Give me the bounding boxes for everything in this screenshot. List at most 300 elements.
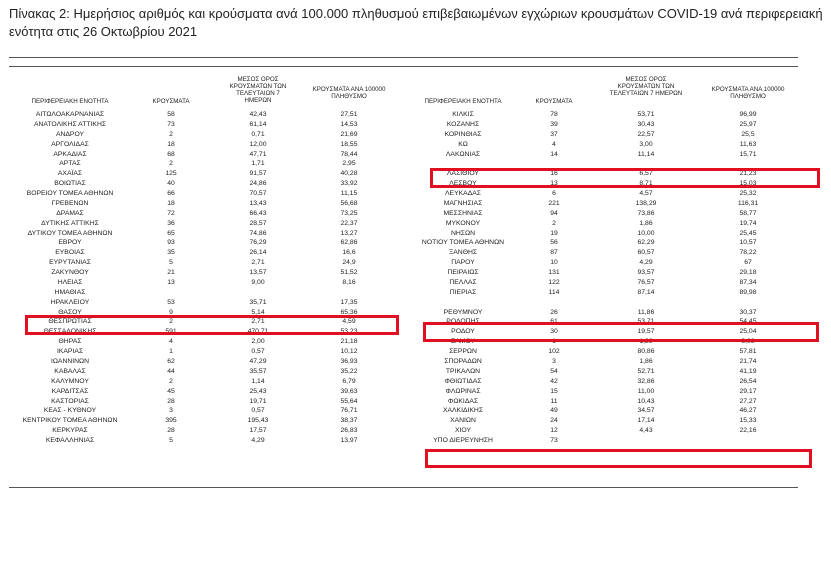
cell-unit: ΣΕΡΡΩΝ (449, 348, 477, 356)
cell-cases: 35 (167, 249, 175, 257)
cell-cases: 78 (550, 111, 558, 118)
cell-unit: ΦΘΙΩΤΙΔΑΣ (444, 377, 482, 385)
table-row (0, 416, 831, 426)
cell-unit: ΑΡΤΑΣ (59, 160, 81, 168)
cell-per100k: 51,52 (340, 269, 358, 277)
cell-avg: 19,71 (249, 397, 267, 405)
cell-unit: ΑΝΔΡΟΥ (55, 130, 85, 138)
cell-per100k: 15,33 (739, 417, 757, 425)
cell-per100k: 19,74 (739, 219, 757, 227)
cell-avg: 24,86 (249, 180, 267, 188)
header-rule (9, 66, 798, 67)
cell-avg: 80,86 (637, 348, 655, 356)
left-header-per100k: ΚΡΟΥΣΜΑΤΑ ΑΝΑ 100000 ΠΛΗΘΥΣΜΟ (312, 86, 386, 100)
cell-avg: 2,71 (251, 259, 265, 267)
cell-cases: 122 (548, 278, 560, 286)
table-row (0, 426, 831, 436)
table-row (0, 347, 831, 357)
cell-per100k: 10,12 (340, 348, 358, 356)
cell-unit: ΡΕΘΥΜΝΟΥ (443, 308, 483, 316)
cell-unit: ΣΑΜΟΥ (451, 338, 475, 346)
cell-unit: ΧΑΛΚΙΔΙΚΗΣ (442, 407, 484, 415)
cell-cases: 40 (167, 180, 175, 188)
cell-per100k: 26,54 (739, 377, 757, 385)
cell-cases: 68 (167, 150, 175, 158)
cell-avg: 11,14 (637, 150, 655, 158)
cell-avg: 42,43 (249, 111, 267, 118)
cell-unit: ΚΩ (458, 140, 468, 148)
cell-avg: 1,29 (639, 338, 653, 346)
cell-unit: ΒΟΡΕΙΟΥ ΤΟΜΕΑ ΑΘΗΝΩΝ (26, 190, 114, 198)
cell-per100k: 21,18 (340, 338, 358, 346)
cell-per100k: 24,9 (342, 259, 356, 267)
cell-per100k: 6,79 (342, 377, 356, 385)
table-row (0, 436, 831, 446)
cell-unit: ΛΑΚΩΝΙΑΣ (445, 150, 481, 158)
cell-unit: ΘΕΣΣΑΛΟΝΙΚΗΣ (43, 328, 97, 336)
table-row (0, 298, 831, 308)
cell-per100k: 25,97 (739, 120, 757, 128)
table-row (0, 219, 831, 229)
cell-unit: ΠΕΛΛΑΣ (449, 278, 477, 286)
table-row (0, 288, 831, 298)
cell-unit: ΙΚΑΡΙΑΣ (56, 348, 84, 356)
cell-unit: ΔΥΤΙΚΗΣ ΑΤΤΙΚΗΣ (41, 219, 99, 227)
cell-per100k: 18,55 (340, 140, 358, 148)
cell-avg: 0,71 (251, 130, 265, 138)
cell-cases: 4 (169, 338, 173, 346)
right-header-avg: ΜΕΣΟΣ ΟΡΟΣ ΚΡΟΥΣΜΑΤΩΝ ΤΩΝ ΤΕΛΕΥΤΑΙΩΝ 7 ΗΜΕΡΩΝ (609, 76, 683, 97)
cell-cases: 14 (550, 150, 558, 158)
cell-avg: 1,86 (639, 219, 653, 227)
cell-cases: 26 (550, 308, 558, 316)
left-header-unit: ΠΕΡΙΦΕΡΕΙΑΚΗ ΕΝΟΤΗΤΑ (31, 98, 109, 105)
cell-per100k: 56,68 (340, 199, 358, 207)
cell-unit: ΘΕΣΠΡΩΤΙΑΣ (48, 318, 92, 326)
cell-per100k: 57,81 (739, 348, 757, 356)
cell-per100k: 21,74 (739, 358, 757, 365)
cell-cases: 5 (169, 437, 173, 445)
cell-per100k: 58,77 (739, 209, 757, 217)
cell-avg: 13,57 (249, 269, 267, 277)
cell-cases: 102 (548, 348, 560, 356)
table-row (0, 199, 831, 209)
cell-avg: 3,00 (639, 140, 653, 148)
cell-unit: ΠΙΕΡΙΑΣ (449, 288, 477, 296)
table-row (0, 397, 831, 407)
cell-avg: 53,71 (637, 111, 655, 118)
table-row (0, 406, 831, 416)
cell-cases: 73 (167, 120, 175, 128)
cell-per100k: 25,32 (739, 190, 757, 198)
cell-unit: ΠΕΙΡΑΙΩΣ (447, 269, 479, 277)
cell-unit: ΗΜΑΘΙΑΣ (54, 288, 86, 296)
cell-unit: ΑΡΚΑΔΙΑΣ (53, 150, 87, 158)
bottom-rule (9, 487, 798, 488)
cell-cases: 114 (548, 288, 560, 296)
cell-per100k: 27,51 (340, 111, 358, 118)
table-row (0, 278, 831, 288)
cell-unit: ΧΑΝΙΩΝ (450, 417, 476, 425)
cell-unit: ΕΒΡΟΥ (58, 239, 82, 247)
cell-cases: 12 (550, 427, 558, 435)
highlight-box-rethymnou (423, 322, 819, 342)
cell-avg: 4,57 (639, 190, 653, 198)
cell-per100k: 2,95 (342, 160, 356, 168)
cell-unit: ΛΑΣΙΘΙΟΥ (447, 170, 479, 178)
right-header-unit: ΠΕΡΙΦΕΡΕΙΑΚΗ ΕΝΟΤΗΤΑ (424, 98, 502, 105)
cell-cases: 61 (550, 318, 558, 326)
table-title (9, 5, 824, 41)
cell-avg: 1,86 (639, 358, 653, 365)
cell-avg: 76,57 (637, 278, 655, 286)
cell-per100k: 21,69 (340, 130, 358, 138)
cell-unit: ΚΑΒΑΛΑΣ (54, 367, 86, 375)
cell-per100k: 29,17 (739, 387, 757, 395)
cell-avg: 19,57 (637, 328, 655, 336)
table-row (0, 189, 831, 199)
cell-cases: 58 (167, 111, 175, 118)
cell-unit: ΚΑΛΥΜΝΟΥ (51, 377, 89, 385)
cell-avg: 61,14 (249, 120, 267, 128)
cell-avg: 35,71 (249, 298, 267, 306)
cell-avg: 11,86 (637, 308, 655, 316)
table-row (0, 120, 831, 130)
cell-avg: 2,00 (251, 338, 265, 346)
cell-avg: 47,71 (249, 150, 267, 158)
cell-unit: ΚΕΑΣ - ΚΥΘΝΟΥ (43, 407, 97, 415)
cell-avg: 195,43 (247, 417, 269, 425)
cell-cases: 15 (550, 387, 558, 395)
cell-avg: 70,57 (249, 190, 267, 198)
cell-avg: 17,14 (637, 417, 655, 425)
cell-per100k: 22,37 (340, 219, 358, 227)
cell-avg: 10,43 (637, 397, 655, 405)
table-row (0, 130, 831, 140)
cell-per100k: 11,63 (739, 140, 757, 148)
cell-per100k: 22,16 (739, 427, 757, 435)
cell-cases: 36 (167, 219, 175, 227)
cell-cases: 45 (167, 387, 175, 395)
left-header-cases: ΚΡΟΥΣΜΑΤΑ (152, 98, 190, 105)
cell-avg: 9,00 (251, 278, 265, 286)
cell-per100k: 30,37 (739, 308, 757, 316)
cell-avg: 22,57 (637, 130, 655, 138)
cell-cases: 93 (167, 239, 175, 247)
table-row (0, 238, 831, 248)
table-row (0, 248, 831, 258)
cell-cases: 125 (165, 170, 177, 178)
cell-unit: ΕΥΡΥΤΑΝΙΑΣ (49, 259, 91, 267)
cell-cases: 6 (552, 190, 556, 198)
cell-cases: 37 (550, 130, 558, 138)
cell-per100k: 13,97 (340, 437, 358, 445)
cell-avg: 0,57 (251, 407, 265, 415)
cell-cases: 591 (165, 328, 177, 336)
cell-avg: 2,71 (251, 318, 265, 326)
cell-avg: 4,43 (639, 427, 653, 435)
table-row (0, 377, 831, 387)
table-row (0, 209, 831, 219)
cell-unit: ΞΑΝΘΗΣ (448, 249, 478, 257)
cell-avg: 11,00 (637, 387, 655, 395)
cell-cases: 53 (167, 298, 175, 306)
cell-avg: 17,57 (249, 427, 267, 435)
cell-per100k: 55,64 (340, 397, 358, 405)
cell-avg: 62,29 (637, 239, 655, 247)
cell-avg: 34,57 (637, 407, 655, 415)
cell-cases: 4 (552, 140, 556, 148)
cell-per100k: 25,45 (739, 229, 757, 237)
right-header-per100k: ΚΡΟΥΣΜΑΤΑ ΑΝΑ 100000 ΠΛΗΘΥΣΜΟ (711, 86, 785, 100)
cell-avg: 60,57 (637, 249, 655, 257)
cell-avg: 4,29 (251, 437, 265, 445)
cell-unit: ΙΩΑΝΝΙΝΩΝ (50, 358, 90, 365)
cell-cases: 49 (550, 407, 558, 415)
table-row (0, 110, 831, 120)
cell-avg: 1,71 (251, 160, 265, 168)
cell-cases: 2 (169, 377, 173, 385)
cell-cases: 13 (550, 180, 558, 188)
cell-avg: 73,86 (637, 209, 655, 217)
cell-unit: ΗΡΑΚΛΕΙΟΥ (50, 298, 90, 306)
cell-cases: 16 (550, 170, 558, 178)
cell-avg: 6,57 (639, 170, 653, 178)
cell-avg: 13,43 (249, 199, 267, 207)
cell-unit: ΝΟΤΙΟΥ ΤΟΜΕΑ ΑΘΗΝΩΝ (421, 239, 505, 247)
cell-avg: 12,00 (249, 140, 267, 148)
right-header-cases: ΚΡΟΥΣΜΑΤΑ (535, 98, 573, 105)
cell-cases: 10 (550, 259, 558, 267)
cell-unit: ΤΡΙΚΑΛΩΝ (445, 367, 481, 375)
cell-unit: ΜΕΣΣΗΝΙΑΣ (443, 209, 483, 217)
cell-unit: ΔΥΤΙΚΟΥ ΤΟΜΕΑ ΑΘΗΝΩΝ (27, 229, 113, 237)
cell-cases: 1 (169, 348, 173, 356)
cell-avg: 93,57 (637, 269, 655, 277)
cell-unit: ΚΕΦΑΛΛΗΝΙΑΣ (45, 437, 95, 445)
cell-per100k: 8,16 (342, 278, 356, 286)
cell-cases: 221 (548, 199, 560, 207)
cell-unit: ΑΧΑΪΑΣ (57, 170, 83, 178)
cell-cases: 11 (550, 397, 558, 405)
cell-cases: 131 (548, 269, 560, 277)
cell-unit: ΔΡΑΜΑΣ (56, 209, 84, 217)
cell-avg: 5,14 (251, 308, 265, 316)
cell-unit: ΚΕΝΤΡΙΚΟΥ ΤΟΜΕΑ ΑΘΗΝΩΝ (22, 417, 118, 425)
cell-cases: 9 (169, 308, 173, 316)
cell-per100k: 38,37 (340, 417, 358, 425)
cell-cases: 72 (167, 209, 175, 217)
cell-unit: ΕΥΒΟΙΑΣ (55, 249, 85, 257)
cell-unit: ΣΠΟΡΑΔΩΝ (444, 358, 482, 365)
cell-avg: 25,43 (249, 387, 267, 395)
cell-avg: 91,57 (249, 170, 267, 178)
cell-cases: 28 (167, 427, 175, 435)
cell-cases: 21 (167, 269, 175, 277)
cell-unit: ΜΑΓΝΗΣΙΑΣ (443, 199, 483, 207)
cell-avg: 32,86 (637, 377, 655, 385)
cell-avg: 47,29 (249, 358, 267, 365)
cell-avg: 1,14 (251, 377, 265, 385)
cell-avg: 28,57 (249, 219, 267, 227)
cell-per100k: 89,98 (739, 288, 757, 296)
cell-per100k: 15,71 (739, 150, 757, 158)
cell-cases: 30 (550, 328, 558, 336)
cell-per100k: 73,25 (340, 209, 358, 217)
cell-unit: ΗΛΕΙΑΣ (57, 278, 83, 286)
cell-avg: 30,43 (637, 120, 655, 128)
cell-per100k: 78,22 (739, 249, 757, 257)
cell-avg: 76,29 (249, 239, 267, 247)
cell-per100k: 62,86 (340, 239, 358, 247)
cell-per100k: 116,31 (737, 199, 759, 207)
cell-cases: 24 (550, 417, 558, 425)
cell-cases: 18 (167, 140, 175, 148)
cell-avg: 8,71 (639, 180, 653, 188)
cell-unit: ΖΑΚΥΝΘΟΥ (51, 269, 89, 277)
cell-per100k: 40,28 (340, 170, 358, 178)
cell-per100k: 96,99 (739, 111, 757, 118)
cell-per100k: 41,19 (739, 367, 757, 375)
cell-unit: ΜΥΚΟΝΟΥ (445, 219, 481, 227)
table-row (0, 357, 831, 367)
cell-avg: 52,71 (637, 367, 655, 375)
cell-unit: ΡΟΔΟΠΗΣ (446, 318, 480, 326)
cell-per100k: 17,35 (340, 298, 358, 306)
cell-per100k: 13,27 (340, 229, 358, 237)
cell-cases: 28 (167, 397, 175, 405)
cell-avg: 138,29 (635, 199, 657, 207)
cell-cases: 2 (169, 130, 173, 138)
cell-per100k: 3,03 (741, 338, 755, 346)
cell-per100k: 27,27 (739, 397, 757, 405)
cell-per100k: 54,45 (739, 318, 757, 326)
cell-cases: 2 (552, 219, 556, 227)
cell-unit: ΘΗΡΑΣ (58, 338, 82, 346)
cell-cases: 3 (552, 358, 556, 365)
cell-unit: ΡΟΔΟΥ (451, 328, 475, 336)
cell-avg: 74,86 (249, 229, 267, 237)
cell-per100k: 67 (744, 259, 752, 267)
cell-cases: 54 (550, 367, 558, 375)
cell-per100k: 53,23 (340, 328, 358, 336)
highlight-box-irakleiou (25, 315, 399, 335)
table-row (0, 387, 831, 397)
cell-unit: ΛΕΥΚΑΔΑΣ (445, 190, 481, 198)
cell-cases: 19 (550, 229, 558, 237)
cell-per100k: 11,15 (340, 190, 358, 198)
cell-per100k: 10,57 (739, 239, 757, 247)
cell-per100k: 26,83 (340, 427, 358, 435)
cell-avg: 53,71 (637, 318, 655, 326)
cell-per100k: 65,36 (340, 308, 358, 316)
top-rule (9, 57, 798, 58)
table-row (0, 229, 831, 239)
cell-unit: ΘΑΣΟΥ (58, 308, 82, 316)
cell-cases: 3 (169, 407, 173, 415)
cell-unit: ΠΑΡΟΥ (451, 259, 475, 267)
cell-cases: 65 (167, 229, 175, 237)
cell-unit: ΛΕΣΒΟΥ (449, 180, 477, 188)
table-row (0, 268, 831, 278)
cell-per100k: 78,44 (340, 150, 358, 158)
table-title-line-1: Πίνακας 2: Ημερήσιος αριθμός και κρούσματα ανά 100.000 πληθυσμού επιβεβαιωμένων εγχώριων κρουσμάτων COVID-19 ανά περιφερειακή (9, 6, 823, 21)
cell-unit: ΚΑΣΤΟΡΙΑΣ (51, 397, 89, 405)
cell-cases: 56 (550, 239, 558, 247)
cell-cases: 13 (167, 278, 175, 286)
cell-per100k: 16,6 (342, 249, 356, 257)
cell-unit: ΧΙΟΥ (454, 427, 472, 435)
cell-cases: 395 (165, 417, 177, 425)
cell-avg: 4,29 (639, 259, 653, 267)
cell-unit: ΦΩΚΙΔΑΣ (447, 397, 479, 405)
cell-unit: ΚΟΖΑΝΗΣ (446, 120, 480, 128)
left-header-avg: ΜΕΣΟΣ ΟΡΟΣ ΚΡΟΥΣΜΑΤΩΝ ΤΩΝ ΤΕΛΕΥΤΑΙΩΝ 7 ΗΜΕΡΩΝ (229, 76, 287, 104)
cell-cases: 44 (167, 367, 175, 375)
table-row (0, 367, 831, 377)
cell-per100k: 87,34 (739, 278, 757, 286)
table-row (0, 150, 831, 160)
table-row (0, 140, 831, 150)
cell-unit: ΑΙΤΩΛΟΑΚΑΡΝΑΝΙΑΣ (35, 111, 105, 118)
cell-cases: 66 (167, 190, 175, 198)
cell-unit: ΦΛΩΡΙΝΑΣ (445, 387, 481, 395)
cell-unit: ΚΑΡΔΙΤΣΑΣ (51, 387, 89, 395)
cell-per100k: 46,27 (739, 407, 757, 415)
cell-per100k: 21,23 (739, 170, 757, 178)
cell-unit: ΝΗΣΩΝ (450, 229, 475, 237)
cell-cases: 5 (169, 259, 173, 267)
cell-cases: 39 (550, 120, 558, 128)
cell-per100k: 15,03 (739, 180, 757, 188)
cell-unit: ΑΝΑΤΟΛΙΚΗΣ ΑΤΤΙΚΗΣ (33, 120, 107, 128)
highlight-box-chanion (425, 449, 812, 468)
cell-unit: ΚΙΛΚΙΣ (452, 111, 474, 118)
cell-unit: ΚΕΡΚΥΡΑΣ (52, 427, 88, 435)
cell-per100k: 25,04 (739, 328, 757, 336)
cell-avg: 470,71 (247, 328, 269, 336)
cell-cases: 87 (550, 249, 558, 257)
cell-per100k: 39,63 (340, 387, 358, 395)
cell-cases: 42 (550, 377, 558, 385)
cell-per100k: 76,71 (340, 407, 358, 415)
cell-avg: 26,14 (249, 249, 267, 257)
cell-cases: 73 (550, 437, 558, 445)
cell-cases: 2 (169, 318, 173, 326)
table-row (0, 258, 831, 268)
cell-per100k: 25,5 (741, 130, 755, 138)
highlight-box-lasithiou (430, 168, 820, 188)
cell-cases: 1 (552, 338, 556, 346)
cell-unit: ΒΟΙΩΤΙΑΣ (54, 180, 86, 188)
cell-per100k: 29,18 (739, 269, 757, 277)
cell-cases: 18 (167, 199, 175, 207)
cell-per100k: 4,59 (342, 318, 356, 326)
cell-avg: 35,57 (249, 367, 267, 375)
table-title-line-2: ενότητα στις 26 Οκτωβρίου 2021 (9, 24, 198, 39)
cell-cases: 94 (550, 209, 558, 217)
cell-cases: 62 (167, 358, 175, 365)
cell-avg: 10,00 (637, 229, 655, 237)
cell-unit: ΥΠΟ ΔΙΕΡΕΥΝΗΣΗ (433, 437, 493, 445)
cell-avg: 66,43 (249, 209, 267, 217)
cell-unit: ΚΟΡΙΝΘΙΑΣ (444, 130, 482, 138)
cell-per100k: 33,92 (340, 180, 358, 188)
cell-cases: 2 (169, 160, 173, 168)
cell-per100k: 14,53 (340, 120, 358, 128)
cell-avg: 87,14 (637, 288, 655, 296)
cell-per100k: 36,93 (340, 358, 358, 365)
